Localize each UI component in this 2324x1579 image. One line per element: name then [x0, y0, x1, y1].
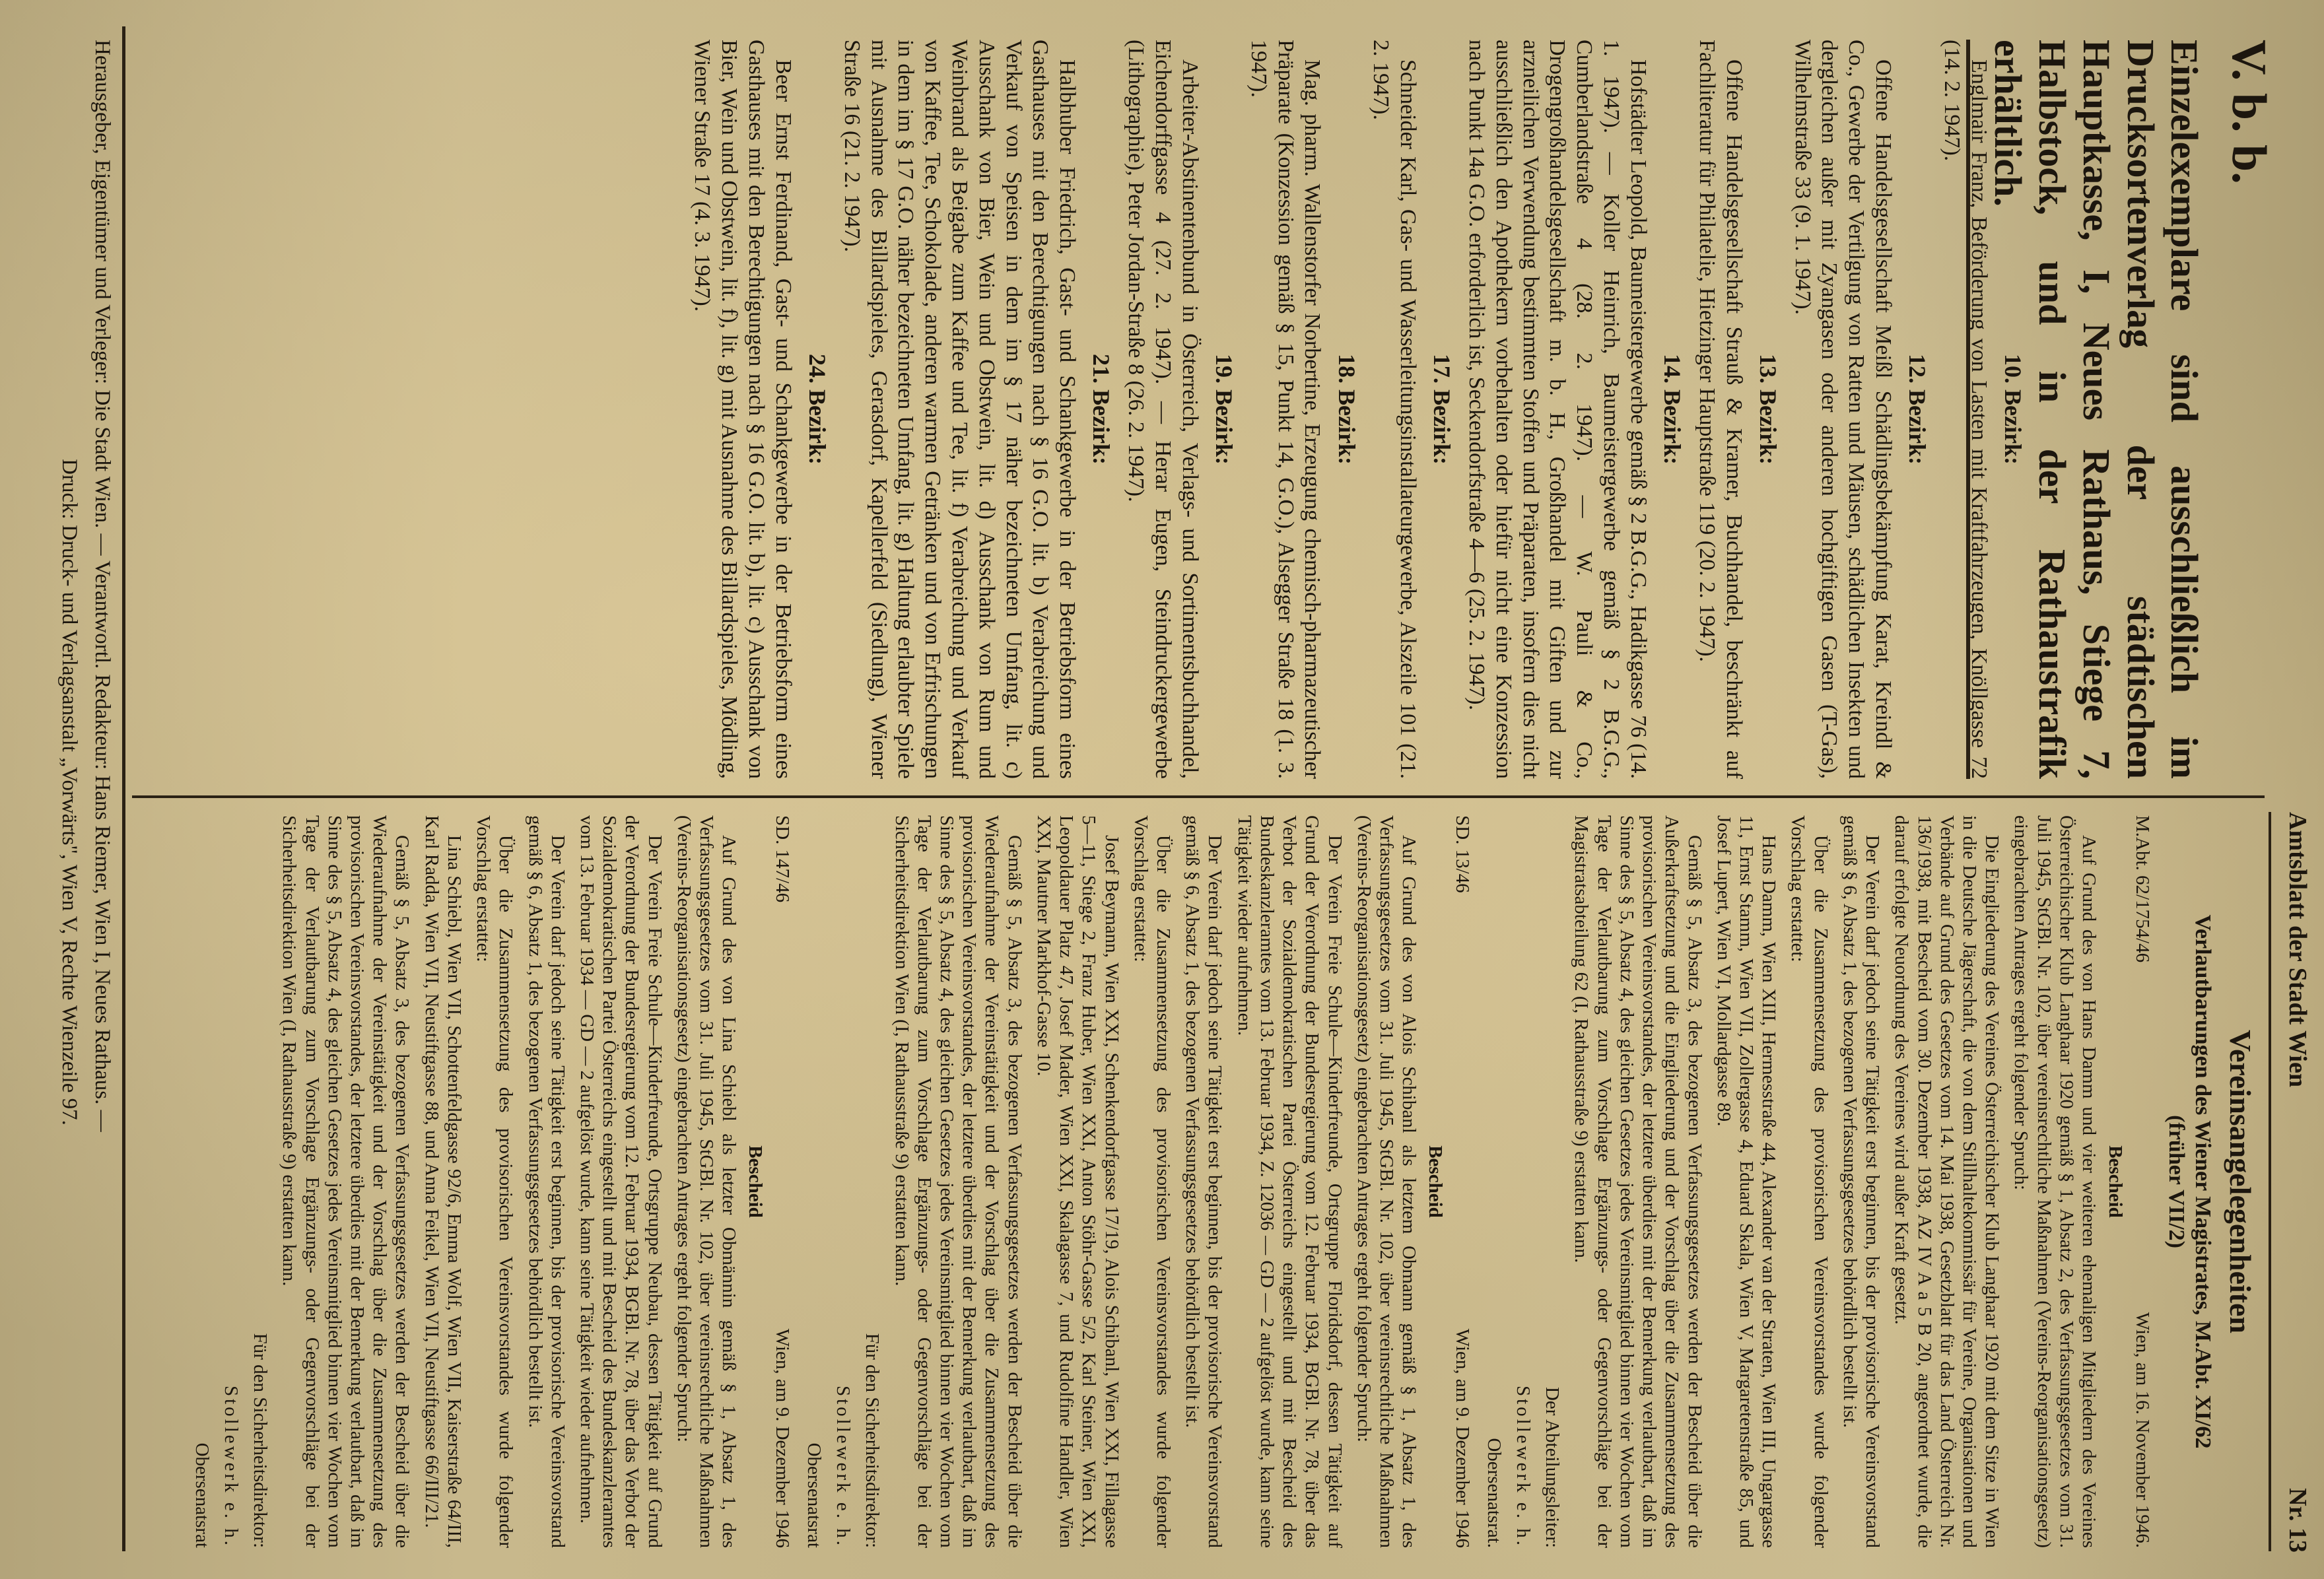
signature-rank: Obersenatsrat	[191, 1442, 213, 1548]
signature-title: Für den Sicherheitsdirektor:	[250, 1333, 271, 1548]
signature-name: Stollewerk e. h.	[1513, 1385, 1534, 1548]
district-heading: 13. Bezirk:	[1754, 354, 1781, 465]
distribution-notice: Einzelexemplare sind ausschließlich im Drucksortenverlag der städtischen Hauptkasse, I, Neues Rathaus, Stiege 7, Halbstock, und in der Rathaustrafik erhältlich.	[1987, 40, 2206, 779]
district-heading: 24. Bezirk:	[804, 354, 831, 465]
decision-paragraph: Der Verein darf jedoch seine Tätigkeit erst beginnen, bis der provisorische Vereinsvorstand gemäß § 6, Absatz 1, des bezogenen Verfassungsgesetzes behördlich bestellt ist.	[1839, 815, 1884, 1548]
decision-paragraph: Auf Grund des von Alois Schibanl als letztem Obmann gemäß § 1, Absatz 1, des Verfassungsgesetzes vom 31. Juli 1945, StGBl. Nr. 102, über vereinsrechtliche Maßnahmen (Vereins-Reorganisationsgesetz) eingebrachten Antrages ergeht folgender Spruch:	[1353, 815, 1420, 1548]
section-title: Vereinsangelegenheiten	[2224, 1030, 2257, 1333]
footer-rule	[122, 26, 125, 1551]
entry-paragraph: Englmair Franz, Beförderung von Lasten mit Kraftfahrzeugen, Knöllgasse 72 (14. 2. 1947).	[1940, 40, 1991, 779]
bescheid-heading: Bescheid	[745, 1145, 767, 1218]
district-heading: 10. Bezirk:	[2000, 354, 2026, 465]
imprint-line-2: Druck: Druck- und Verlagsanstalt „Vorwärts", Wien V, Rechte Wienzeile 97.	[57, 459, 81, 1125]
bescheid-heading: Bescheid	[2105, 1145, 2127, 1218]
reference-number: SD. 147/46	[771, 815, 793, 903]
entry-paragraph: Mag. pharm. Wallenstorfer Norbertine, Erzeugung chemisch-pharmazeutischer Präparate (Konzession gemäß § 15, Punkt 14, G.O.), Alsegger Straße 18 (1. 3. 1947).	[1246, 40, 1325, 779]
district-heading: 19. Bezirk:	[1210, 354, 1237, 465]
signature-name: Stollewerk e. h.	[220, 1385, 242, 1548]
entry-paragraph: Arbeiter-Abstinentenbund in Österreich, Verlags- und Sortimentsbuchhandel, Eichendorffgasse 4 (27. 2. 1947). — Herar Eugen, Steindruckergewerbe (Lithographie), Peter Jordan-Straße 8 (26. 2. 1947).	[1124, 40, 1202, 779]
journal-title: Amtsblatt der Stadt Wien	[2284, 812, 2311, 1087]
decision-paragraph: Über die Zusammensetzung des provisorischen Vereinsvorstandes wurde folgender Vorschlag erstattet:	[1130, 815, 1174, 1548]
district-heading: 21. Bezirk:	[1088, 354, 1115, 465]
signature-name: Stollewerk e. h.	[833, 1385, 854, 1548]
decision-paragraph: Der Verein Freie Schule—Kinderfreunde, Ortsgruppe Floridsdorf, dessen Tätigkeit auf Grund der Verordnung der Bundesregierung vom 12. Februar 1934, BGBl. Nr. 78, über das Verbot der Sozialdemokratischen Partei Österreichs eingestellt und mit Bescheid des Bundeskanzleramtes vom 13. Februar 1934, Z. 12036 — GD — 2 aufgelöst wurde, kann seine Tätigkeit wieder aufnehmen.	[1233, 815, 1346, 1548]
entry-paragraph: Schneider Karl, Gas- und Wasserleitungsinstallateurgewerbe, Alszeile 101 (21. 2. 1947).	[1369, 40, 1421, 779]
entry-paragraph: Offene Handelsgesellschaft Meißl Schädlingsbekämpfung Karat, Kreindl & Co., Gewerbe der Vertilgung von Ratten und Mäusen, schädlichen Insekten und dergleichen außer mit Zyangasen oder anderen hochgiftigen Gasen (T-Gas), Wilhelmstraße 33 (9. 1. 1947).	[1790, 40, 1896, 779]
column-divider	[132, 795, 2265, 798]
decision-paragraph: Gemäß § 5, Absatz 3, des bezogenen Verfassungsgesetzes werden der Bescheid über die Außerkraftsetzung und die Eingliederung und der Vorschlag über die Zusammensetzung des provisorischen Vereinsvorstandes, der letztere überdies mit der Bemerkung verlautbart, daß im Sinne des § 5, Absatz 4, des gleichen Gesetzes jedes Vereinsmitglied binnen vier Wochen vom Tage der Verlautbarung zum Vorschlage Ergänzungs- oder Gegenvorschläge bei der Magistratsabteilung 62 (I, Rathausstraße 9) erstatten kann.	[1571, 815, 1705, 1548]
section-subtitle: Verlautbarungen des Wiener Magistrates, M.Abt. XI/62	[2190, 914, 2215, 1449]
imprint-line-1: Herausgeber, Eigentümer und Verleger: Die Stadt Wien. — Verantwortl. Redakteur: Hans Riemer, Wien I, Neues Rathaus. —	[90, 40, 114, 1132]
district-heading: 18. Bezirk:	[1333, 354, 1360, 465]
decision-paragraph: Über die Zusammensetzung des provisorischen Vereinsvorstandes wurde folgender Vorschlag erstattet:	[1787, 815, 1831, 1548]
signature-rank: Obersenatsrat.	[1483, 1438, 1505, 1548]
signature-title: Der Abteilungsleiter:	[1542, 1386, 1563, 1548]
entry-paragraph: Halbhuber Friedrich, Gast- und Schankgewerbe in der Betriebsform eines Gasthauses mit den Berechtigungen nach § 16 G.O. lit. b) Verabreichung und Verkauf von Speisen in dem im § 17 näher bezeichneten Umfang, lit. c) Ausschank von Bier, Wein und Obstwein, lit. d) Ausschank von Rum und Weinbrand als Beigabe zum Kaffee und Tee, lit. f) Verabreichung und Verkauf von Kaffee, Tee, Schokolade, anderen warmen Getränken und von Erfrischungen in dem im § 17 G.O. näher bezeichneten Umfang, lit. g) Haltung erlaubter Spiele mit Ausnahme des Billardspieles, Gerasdorf, Kapellerfeld (Siedlung), Wiener Straße 16 (21. 2. 1947).	[839, 40, 1080, 779]
imprint	[10, 40, 116, 1545]
decision-paragraph: Der Verein darf jedoch seine Tätigkeit erst beginnen, bis der provisorische Vereinsvorstand gemäß § 6, Absatz 1, des bezogenen Verfassungsgesetzes behördlich bestellt ist.	[524, 815, 568, 1548]
decision-paragraph: Lina Schiebl, Wien VII, Schottenfeldgasse 92/6, Emma Wolf, Wien VII, Kaiserstraße 64/III, Karl Radda, Wien VII, Neustiftgasse 88, und Anna Feikel, Wien VII, Neustiftgasse 66/III/21.	[421, 815, 465, 1548]
entry-paragraph: Beer Ernst Ferdinand, Gast- und Schankgewerbe in der Betriebsform eines Gasthauses mit den Berechtigungen nach § 16 G.O. lit. b), lit. c) Ausschank von Bier, Wein und Obstwein, lit. f), lit. g) mit Ausnahme des Billardspieles, Mödling, Wiener Straße 17 (4. 3. 1947).	[690, 40, 796, 779]
entry-paragraph: Offene Handelsgesellschaft Strauß & Kramer, Buchhandel, beschränkt auf Fachliteratur für Philatelie, Hietzinger Hauptstraße 119 (20. 2. 1947).	[1694, 40, 1746, 779]
decision-paragraph: Auf Grund des von Hans Damm und vier weiteren ehemaligen Mitgliedern des Vereines Österreichischer Klub Langhaar 1920 gemäß § 1, Absatz 2, des Verfassungsgesetzes vom 31. Juli 1945, StGBl. Nr. 102, über vereinsrechtliche Maßnahmen (Vereins-Reorganisationsgesetz) eingebrachten Antrages ergeht folgender Spruch:	[2010, 815, 2100, 1548]
decision-paragraph: Der Verein Freie Schule—Kinderfreunde, Ortsgruppe Neubau, dessen Tätigkeit auf Grund der Verordnung der Bundesregierung vom 12. Februar 1934, BGBl. Nr. 78, über das Verbot der Sozialdemokratischen Partei Österreichs eingestellt und mit Bescheid des Bundeskanzleramtes vom 13. Februar 1934 — GD — 2 aufgelöst wurde, kann seine Tätigkeit wieder aufnehmen.	[576, 815, 666, 1548]
district-heading: 17. Bezirk:	[1429, 354, 1456, 465]
signature-rank: Obersenatsrat	[803, 1442, 825, 1548]
postal-mark: V. b. b.	[2222, 40, 2276, 184]
decision-paragraph: Auf Grund des von Lina Schiebl als letzter Obmännin gemäß § 1, Absatz 1, des Verfassungsgesetzes vom 31. Juli 1945, StGBl. Nr. 102, über vereinsrechtliche Maßnahmen (Vereins-Reorganisationsgesetz) eingebrachten Antrages ergeht folgender Spruch:	[673, 815, 740, 1548]
bescheid-heading: Bescheid	[1425, 1145, 1447, 1218]
reference-number: M.Abt. 62/1754/46	[2131, 815, 2153, 963]
notice-rule	[1966, 40, 1970, 779]
verein-column	[0, 815, 2324, 1548]
decision-paragraph: Der Verein darf jedoch seine Tätigkeit erst beginnen, bis der provisorische Vereinsvorstand gemäß § 6, Absatz 1, des bezogenen Verfassungsgesetzes behördlich bestellt ist.	[1182, 815, 1226, 1548]
reference-number: SD. 13/46	[1451, 815, 1473, 893]
entry-paragraph: Hofstädter Leopold, Baumeistergewerbe gemäß § 2 B.G.G., Hadikgasse 76 (14. 1. 1947). — Koller Heinrich, Baumeistergewerbe gemäß § 2 B.G.G., Cumberlandstraße 4 (28. 2. 1947). — W. Pauli & Co., Drogengroßhandelsgesellschaft m. b. H., Großhandel mit Giften und zur arzneilichen Verwendung bestimmten Stoffen und Präparaten, insofern dies nicht ausschließlich den Apothekern vorbehalten oder hiefür nicht eine Konzession nach Punkt 14a G.O. erforderlich ist, Seckendorfstraße 4—6 (25. 2. 1947).	[1464, 40, 1651, 779]
section-subtitle-2: (früher VII/2)	[2164, 1115, 2189, 1248]
decision-paragraph: Über die Zusammensetzung des provisorischen Vereinsvorstandes wurde folgender Vorschlag erstattet:	[473, 815, 517, 1548]
decision-date: Wien, am 9. Dezember 1946	[1451, 1328, 1473, 1548]
district-heading: 12. Bezirk:	[1904, 354, 1931, 465]
gewerbe-column	[0, 40, 2324, 779]
decision-date: Wien, am 16. November 1946.	[2131, 1312, 2153, 1548]
district-heading: 14. Bezirk:	[1659, 354, 1686, 465]
decision-date: Wien, am 9. Dezember 1946	[771, 1328, 793, 1548]
issue-number: Nr. 13	[2284, 1488, 2311, 1553]
decision-paragraph: Josef Beymann, Wien XXI, Schenkendorfgasse 17/19, Alois Schibanl, Wien XXI, Fillagasse 5—11, Stiege 2, Franz Huber, Wien XXI, Anton Stöhr-Gasse 5/2, Karl Steiner, Wien XXI, Leopoldauer Platz 47, Josef Mader, Wien XXI, Skalagasse 7, und Rudolfine Handler, Wien XXI, Mautner Markhof-Gasse 10.	[1033, 815, 1122, 1548]
decision-paragraph: Hans Damm, Wien XIII, Hermesstraße 44, Alexander van der Straten, Wien III, Ungargasse 11, Ernst Stamm, Wien VII, Zollergasse 4, Eduard Skala, Wien V, Margaretenstraße 85, und Josef Lupert, Wien VI, Mollardgasse 89.	[1713, 815, 1780, 1548]
decision-paragraph: Gemäß § 5, Absatz 3, des bezogenen Verfassungsgesetzes werden der Bescheid über die Wiederaufnahme der Vereinstätigkeit und der Vorschlag über die Zusammensetzung des provisorischen Vereinsvorstandes, der letztere überdies mit der Bemerkung verlautbart, daß im Sinne des § 5, Absatz 4, des gleichen Gesetzes jedes Vereinsmitglied binnen vier Wochen vom Tage der Verlautbarung zum Vorschlage Ergänzungs- oder Gegenvorschläge bei der Sicherheitsdirektion Wien (I, Rathausstraße 9) erstatten kann.	[279, 815, 413, 1548]
decision-paragraph: Gemäß § 5, Absatz 3, des bezogenen Verfassungsgesetzes werden der Bescheid über die Wiederaufnahme der Vereinstätigkeit und der Vorschlag über die Zusammensetzung des provisorischen Vereinsvorstandes, der letztere überdies mit der Bemerkung verlautbart, daß im Sinne des § 5, Absatz 4, des gleichen Gesetzes jedes Vereinsmitglied binnen vier Wochen vom Tage der Verlautbarung zum Vorschlage Ergänzungs- oder Gegenvorschläge bei der Sicherheitsdirektion Wien (I, Rathausstraße 9) erstatten kann.	[891, 815, 1025, 1548]
decision-paragraph: Die Eingliederung des Vereines Österreichischer Klub Langhaar 1920 mit dem Sitze in Wien in die Deutsche Jägerschaft, die von dem Stillhaltekommissär für Vereine, Organisationen und Verbände auf Grund des Gesetzes vom 14. Mai 1938, Gesetzblatt für das Land Österreich Nr. 136/1938, mit Bescheid vom 30. Dezember 1938, AZ IV A a 5 B 20, angeordnet wurde, die darauf erfolgte Neuordnung des Vereines wird außer Kraft gesetzt.	[1891, 815, 2003, 1548]
signature-title: Für den Sicherheitsdirektor:	[862, 1333, 883, 1548]
